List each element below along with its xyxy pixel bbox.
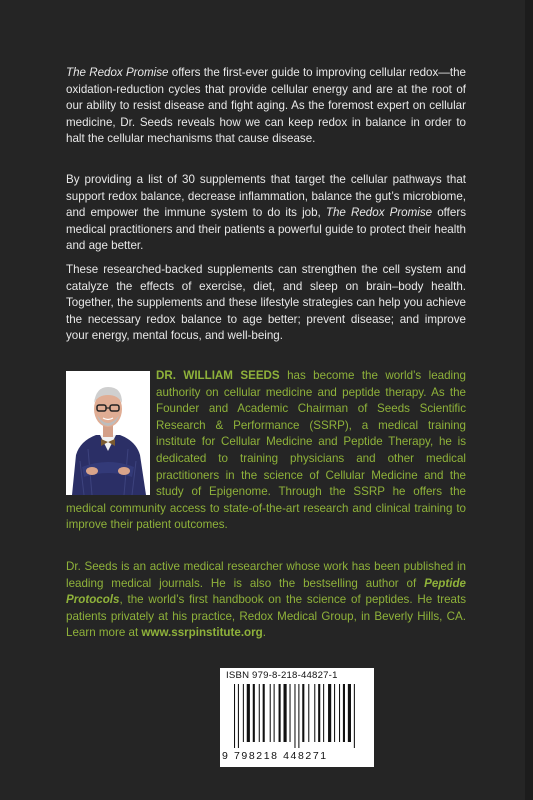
description-paragraph-3: These researched-backed supplements can strengthen the cell system and catalyze the effects of exercise, diet, and sleep on brain–body health. Together, the supplements and these lifestyle strategies can help you achieve the necessary redox balance to age better; prevent disease; and improve your energy, mental focus, and well-being. <box>66 263 466 343</box>
isbn-barcode <box>220 668 374 767</box>
cover-edge <box>525 0 533 800</box>
book-title-italic-2: The Redox Promise <box>325 206 433 220</box>
author-paragraph-before: Dr. Seeds is an active medical researcher whose work has been published in leading medical journals. He is also the bestselling author of <box>66 560 466 590</box>
author-paragraph-2 <box>66 559 466 642</box>
website-link: www.ssrpinstitute.org <box>141 626 263 640</box>
description-paragraph-2 <box>66 172 466 255</box>
author-photo <box>66 371 150 495</box>
paragraph-2-before: By providing a list of 30 supplements that target the cellular pathways that support redox balance, decrease inflammation, balance the gut’s microbiome, and empower the immune system to do its job, <box>66 173 466 220</box>
author-paragraph-end: . <box>262 626 266 640</box>
barcode-bars <box>234 684 368 748</box>
barcode-digits: 9 798218 448271 <box>222 750 328 762</box>
author-paragraph-middle: , the world’s first handbook on the science of peptides. He treats patients privately at his practice, Redox Medical Group, in Beverly Hills, CA. Learn more at <box>66 593 466 640</box>
description-paragraph-1 <box>66 65 466 148</box>
book-title-italic: The Redox Promise <box>66 66 169 79</box>
other-book-title: Peptide Protocols <box>66 576 466 607</box>
paragraph-2-after: offers medical practitioners and their patients a powerful guide to protect their health and age better. <box>66 206 466 253</box>
isbn-label: ISBN 979-8-218-44827-1 <box>226 670 338 681</box>
author-bio <box>66 368 466 534</box>
paragraph-1-text: offers the first-ever guide to improving cellular redox—the oxidation-reduction cycles that provide cellular energy and are at the root of our ability to resist disease and fight aging. As the foremost expert on cellular medicine, Dr. Seeds reveals how we can keep redox in balance in order to halt the cellular mechanisms that cause disease. <box>66 66 467 146</box>
author-bio-text: has become the world’s leading authority on cellular medicine and peptide therapy. As the Founder and Academic Chairman of Seeds Scientific Research & Performance (SSRP), a medical training institute for Cellular Medicine and Peptide Therapy, he is dedicated to training physicians and other medical practitioners in the science of Cellular Medicine and the study of Epigenome. Through the SSRP he offers the medical community access to state-of-the-art research and clinical training to improve their patient outcomes. <box>66 369 467 532</box>
author-name: DR. WILLIAM SEEDS <box>156 369 280 382</box>
